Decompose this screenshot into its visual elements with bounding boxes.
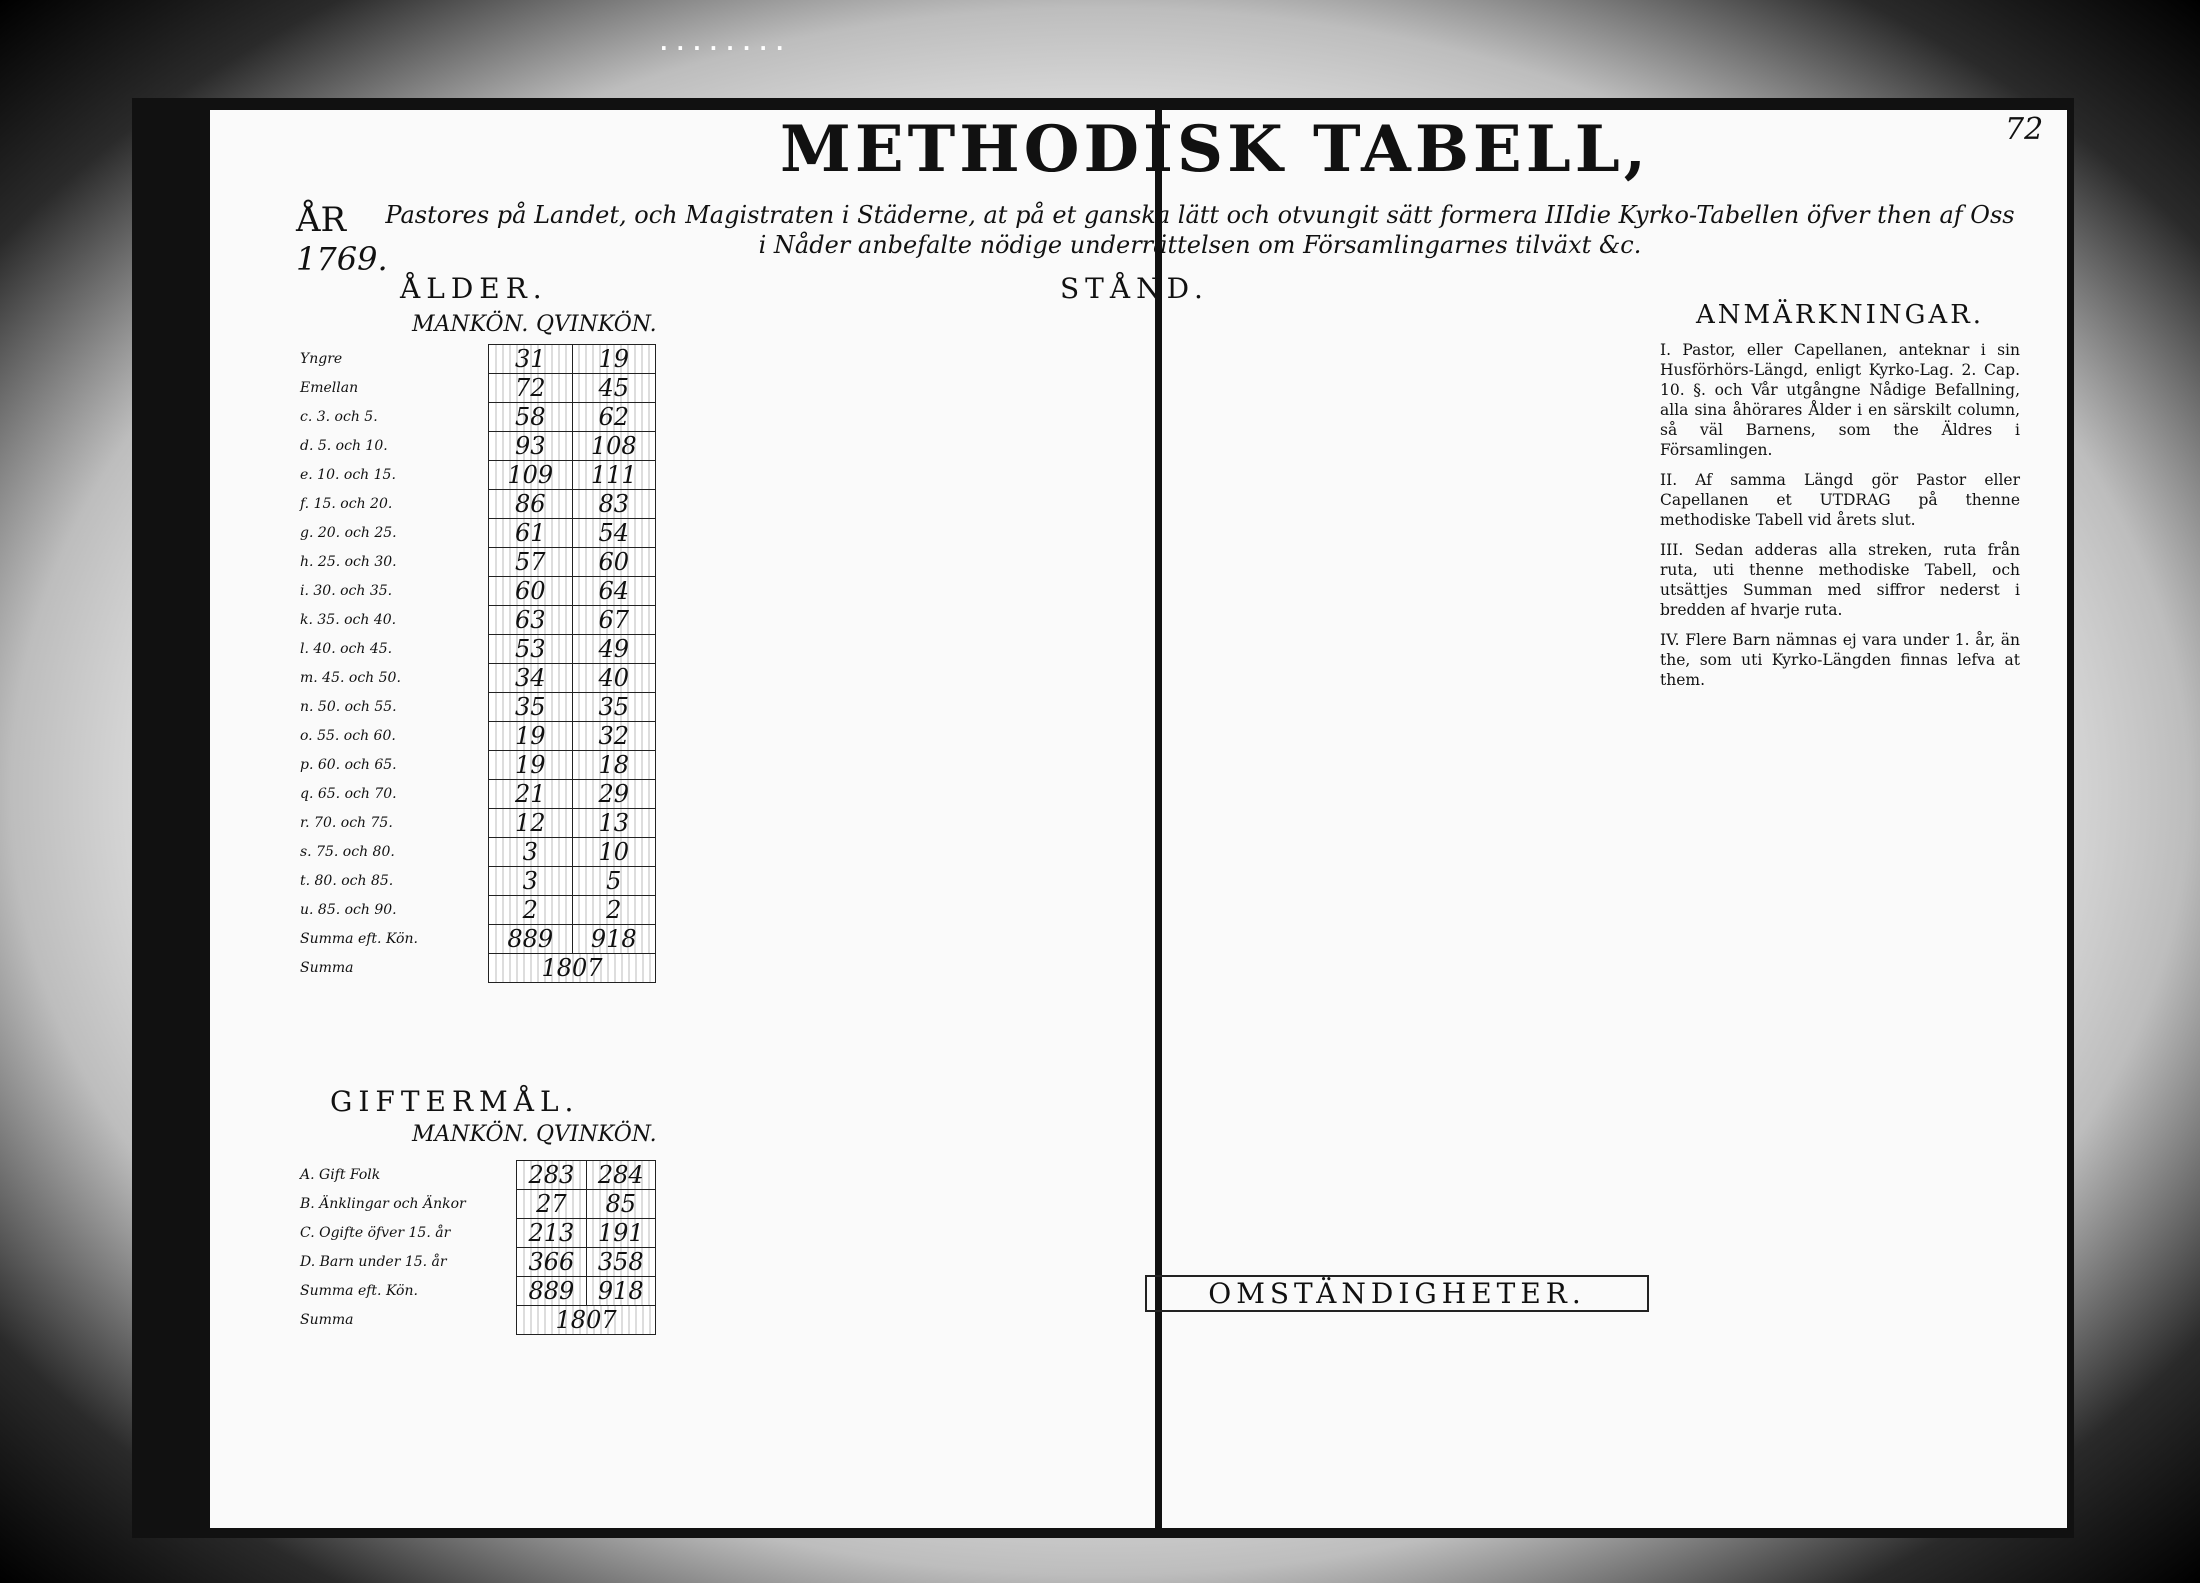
alder-qvinkon-value: 2: [572, 896, 655, 925]
alder-row: [296, 374, 656, 403]
section-stand: STÅND.: [1060, 272, 1209, 305]
gifter-row-label: A. Gift Folk: [300, 1167, 381, 1183]
alder-mankon-value: 31: [489, 345, 572, 374]
alder-row-label: Yngre: [300, 351, 343, 367]
alder-row-label: l. 40. och 45.: [300, 641, 393, 657]
alder-row: [296, 664, 656, 693]
year-label: ÅR: [296, 200, 347, 240]
page-title: METHODISK TABELL,: [780, 112, 1650, 187]
alder-row: [296, 809, 656, 838]
alder-row-label: q. 65. och 70.: [300, 786, 397, 802]
alder-qvinkon-value: 10: [572, 838, 655, 867]
gifter-qvinkon-value: 191: [586, 1219, 655, 1248]
alder-summa-label: Summa eft. Kön.: [300, 931, 418, 947]
alder-qvinkon-value: 60: [572, 548, 655, 577]
gifter-row: [296, 1190, 656, 1219]
alder-row: [296, 490, 656, 519]
alder-row-label: d. 5. och 10.: [300, 438, 388, 454]
page-number: 72: [2005, 112, 2044, 147]
gifter-row: [296, 1219, 656, 1248]
alder-row: [296, 548, 656, 577]
alder-row: [296, 345, 656, 374]
alder-total-row: [296, 954, 656, 983]
alder-mankon-value: 53: [489, 635, 572, 664]
gifter-row-label: D. Barn under 15. år: [300, 1254, 447, 1270]
alder-mankon-value: 19: [489, 751, 572, 780]
gifter-summa-mankon: 889: [517, 1277, 586, 1306]
alder-mankon-value: 3: [489, 838, 572, 867]
alder-mankon-value: 34: [489, 664, 572, 693]
alder-qvinkon-value: 35: [572, 693, 655, 722]
alder-summa-mankon: 889: [489, 925, 572, 954]
alder-mankon-value: 58: [489, 403, 572, 432]
alder-row: [296, 693, 656, 722]
scanner-label: · · · · · · · ·: [660, 36, 785, 60]
alder-row-label: p. 60. och 65.: [300, 757, 397, 773]
alder-qvinkon-value: 19: [572, 345, 655, 374]
gifter-summa-qvinkon: 918: [586, 1277, 655, 1306]
section-omstandigheter: OMSTÄNDIGHETER.: [1145, 1275, 1649, 1312]
alder-mankon-value: 3: [489, 867, 572, 896]
notes-paragraph: III. Sedan adderas alla streken, ruta från ruta, uti thenne methodiske Tabell, och utsättjes Summan med siffror nederst i bredden af hvarje ruta.: [1660, 541, 2020, 619]
alder-col-mankon: MANKÖN.: [412, 312, 529, 337]
gifter-col-qvinkon: QVINKÖN.: [536, 1122, 657, 1147]
alder-row-label: m. 45. och 50.: [300, 670, 401, 686]
gifter-qvinkon-value: 85: [586, 1190, 655, 1219]
giftermal-table: [296, 1160, 656, 1335]
section-giftermal: GIFTERMÅL.: [330, 1085, 580, 1118]
gifter-row: [296, 1161, 656, 1190]
alder-col-qvinkon: QVINKÖN.: [536, 312, 657, 337]
gifter-row-label: C. Ogifte öfver 15. år: [300, 1225, 451, 1241]
alder-mankon-value: 93: [489, 432, 572, 461]
alder-row-label: c. 3. och 5.: [300, 409, 378, 425]
alder-qvinkon-value: 62: [572, 403, 655, 432]
gifter-mankon-value: 283: [517, 1161, 586, 1190]
alder-mankon-value: 63: [489, 606, 572, 635]
gifter-mankon-value: 27: [517, 1190, 586, 1219]
gifter-row: [296, 1248, 656, 1277]
notes-paragraph: IV. Flere Barn nämnas ej vara under 1. år, än the, som uti Kyrko-Längden finnas lefva at them.: [1660, 631, 2020, 689]
alder-row: [296, 751, 656, 780]
alder-row: [296, 780, 656, 809]
alder-qvinkon-value: 54: [572, 519, 655, 548]
gifter-summa-row: [296, 1277, 656, 1306]
alder-qvinkon-value: 111: [572, 461, 655, 490]
alder-qvinkon-value: 45: [572, 374, 655, 403]
notes-heading: ANMÄRKNINGAR.: [1695, 300, 1985, 330]
alder-row-label: e. 10. och 15.: [300, 467, 396, 483]
alder-row: [296, 867, 656, 896]
alder-mankon-value: 2: [489, 896, 572, 925]
alder-row: [296, 896, 656, 925]
alder-qvinkon-value: 13: [572, 809, 655, 838]
alder-row-label: h. 25. och 30.: [300, 554, 397, 570]
alder-row-label: f. 15. och 20.: [300, 496, 393, 512]
alder-qvinkon-value: 32: [572, 722, 655, 751]
alder-mankon-value: 60: [489, 577, 572, 606]
alder-qvinkon-value: 40: [572, 664, 655, 693]
alder-mankon-value: 12: [489, 809, 572, 838]
alder-total-label: Summa: [300, 960, 354, 976]
alder-row: [296, 838, 656, 867]
notes-body: [1660, 340, 2020, 690]
alder-row: [296, 722, 656, 751]
alder-row-label: k. 35. och 40.: [300, 612, 397, 628]
alder-mankon-value: 57: [489, 548, 572, 577]
alder-total-value: 1807: [489, 954, 656, 983]
alder-qvinkon-value: 29: [572, 780, 655, 809]
alder-mankon-value: 21: [489, 780, 572, 809]
alder-row: [296, 432, 656, 461]
alder-row-label: o. 55. och 60.: [300, 728, 396, 744]
alder-row-label: s. 75. och 80.: [300, 844, 395, 860]
alder-row: [296, 403, 656, 432]
page-subtitle: Pastores på Landet, och Magistraten i Städerne, at på et ganska lätt och otvungit sätt formera IIIdie Kyrko-Tabellen öfver then af Oss i Nåder anbefalte nödige underrättelsen om Församlingarnes tilväxt &c.: [385, 201, 2015, 259]
gifter-total-label: Summa: [300, 1312, 354, 1328]
alder-qvinkon-value: 83: [572, 490, 655, 519]
alder-row-label: u. 85. och 90.: [300, 902, 397, 918]
section-alder: ÅLDER.: [400, 272, 548, 305]
gifter-total-row: [296, 1306, 656, 1335]
alder-mankon-value: 61: [489, 519, 572, 548]
alder-row-label: n. 50. och 55.: [300, 699, 397, 715]
alder-qvinkon-value: 49: [572, 635, 655, 664]
alder-mankon-value: 72: [489, 374, 572, 403]
alder-row-label: Emellan: [300, 380, 359, 396]
gifter-mankon-value: 366: [517, 1248, 586, 1277]
alder-table: [296, 344, 656, 983]
alder-row-label: i. 30. och 35.: [300, 583, 393, 599]
year-value: 1769.: [296, 240, 388, 278]
alder-mankon-value: 35: [489, 693, 572, 722]
alder-summa-row: [296, 925, 656, 954]
gifter-summa-label: Summa eft. Kön.: [300, 1283, 418, 1299]
alder-qvinkon-value: 108: [572, 432, 655, 461]
gifter-qvinkon-value: 284: [586, 1161, 655, 1190]
alder-summa-qvinkon: 918: [572, 925, 655, 954]
gifter-row-label: B. Änklingar och Änkor: [300, 1196, 466, 1212]
notes-column: [1660, 300, 2020, 700]
alder-row-label: r. 70. och 75.: [300, 815, 393, 831]
alder-row-label: t. 80. och 85.: [300, 873, 394, 889]
notes-paragraph: I. Pastor, eller Capellanen, anteknar i sin Husförhörs-Längd, enligt Kyrko-Lag. 2. Cap. 10. §. och Vår utgångne Nådige Befallning, alla sina åhörares Ålder i en särskilt column, så väl Barnens, som the Äldres i Församlingen.: [1660, 341, 2020, 459]
alder-qvinkon-value: 67: [572, 606, 655, 635]
alder-qvinkon-value: 18: [572, 751, 655, 780]
alder-row-label: g. 20. och 25.: [300, 525, 397, 541]
alder-mankon-value: 109: [489, 461, 572, 490]
notes-paragraph: II. Af samma Längd gör Pastor eller Capellanen et UTDRAG på thenne methodiske Tabell vid årets slut.: [1660, 471, 2020, 529]
alder-row: [296, 461, 656, 490]
alder-row: [296, 519, 656, 548]
alder-row: [296, 635, 656, 664]
alder-qvinkon-value: 5: [572, 867, 655, 896]
alder-qvinkon-value: 64: [572, 577, 655, 606]
gifter-col-mankon: MANKÖN.: [412, 1122, 529, 1147]
alder-mankon-value: 86: [489, 490, 572, 519]
alder-row: [296, 606, 656, 635]
gifter-mankon-value: 213: [517, 1219, 586, 1248]
gifter-total-value: 1807: [517, 1306, 656, 1335]
alder-mankon-value: 19: [489, 722, 572, 751]
alder-row: [296, 577, 656, 606]
gifter-qvinkon-value: 358: [586, 1248, 655, 1277]
